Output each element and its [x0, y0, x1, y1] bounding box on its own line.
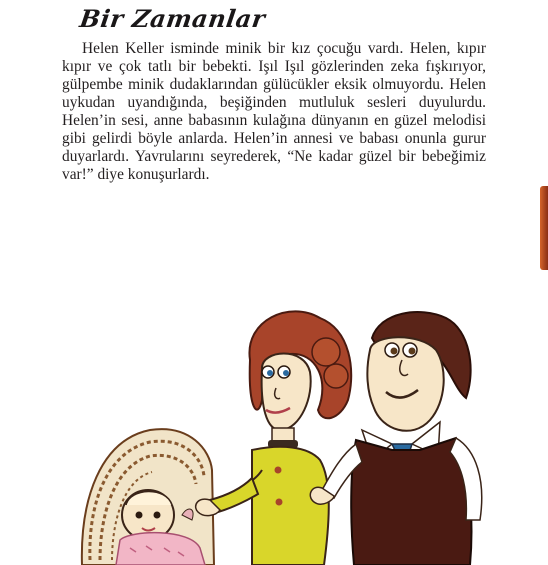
page-title: Bir Zamanlar: [77, 4, 268, 33]
page-edge-tab: [540, 186, 548, 270]
family-illustration: [0, 270, 548, 565]
story-paragraph: Helen Keller isminde minik bir kız çocuğu vardı. Helen, kıpır kıpır ve çok tatlı bir bebekti. Işıl Işıl gözlerinden zeka fışkırıyor, gülpembe minik dudaklarından gülücükler eksik olmuyordu. Helen uykudan uyandığında, beşiğinden mutluluk sesleri duyulurdu. Helen’in sesi, anne babasının kulağına dünyanın en güzel melodisi gibi gelirdi böyle anlarda. Helen’in annesi ve babası onunla gurur duyarlardı. Yavrularını seyrederek, “Ne kadar güzel bir bebeğimiz var!” diye konuşurlardı.: [62, 40, 486, 183]
